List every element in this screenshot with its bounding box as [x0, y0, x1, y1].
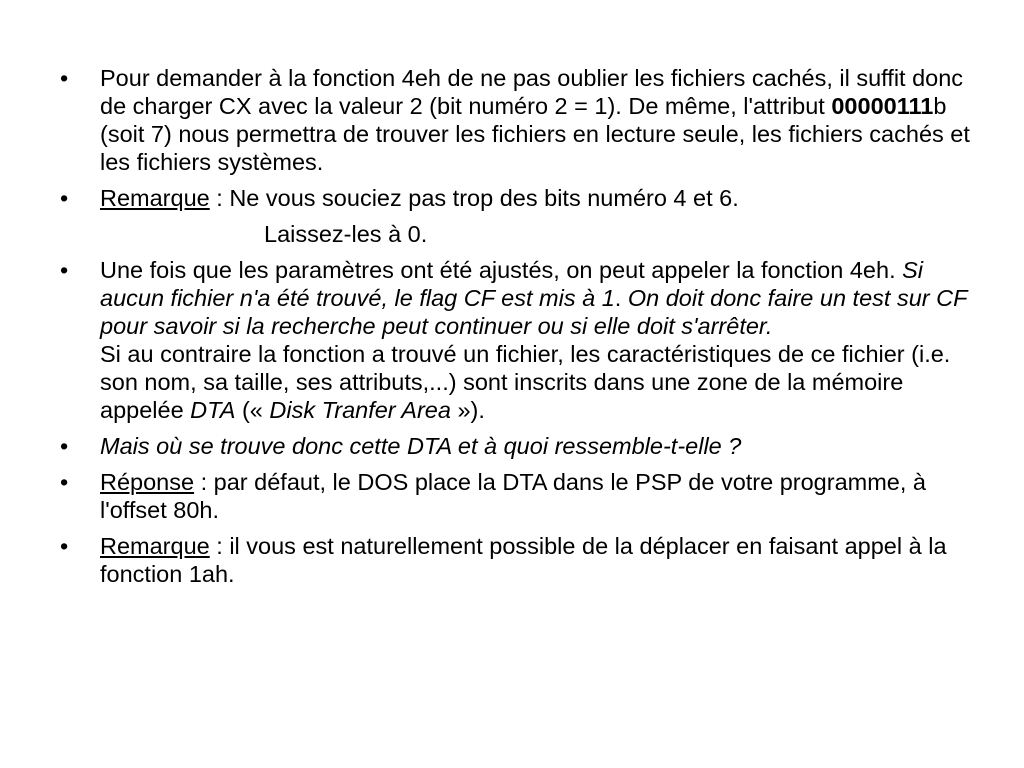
bullet-text: Pour demander à la fonction 4eh de ne pas oublier les fichiers cachés, il suffit donc de charger CX avec la valeur 2 (bit numéro 2 = 1). De même, l'attribut — [100, 65, 964, 119]
bullet-item-call-function — [60, 256, 980, 424]
bullet-item-question — [60, 432, 980, 460]
bullet-text: (« — [235, 397, 270, 423]
bullet-list — [60, 64, 980, 596]
italic-text: Si aucun fichier n'a été trouvé, le flag CF est mis à 1 — [100, 257, 924, 311]
remark-label: Remarque — [100, 533, 210, 559]
italic-question: Mais où se trouve donc cette DTA et à quoi ressemble-t-elle ? — [100, 433, 742, 459]
indented-line: Laissez-les à 0. — [264, 221, 428, 247]
bullet-text: Une fois que les paramètres ont été ajustés, on peut appeler la fonction 4eh. — [100, 257, 903, 283]
remark-label: Remarque — [100, 185, 210, 211]
bullet-text: Si au contraire la fonction a trouvé un fichier, les caractéristiques de ce fichier (i.e. son nom, sa taille, ses attributs,...) sont inscrits dans une zone de la mémoire appelée — [100, 341, 951, 423]
bullet-text: . — [614, 285, 628, 311]
bullet-text: : il vous est naturellement possible de la déplacer en faisant appel à la fonction 1ah. — [100, 533, 947, 587]
italic-text: On doit donc faire un test sur CF pour savoir si la recherche peut continuer ou si elle doit s'arrêter. — [100, 285, 968, 339]
bullet-item-remark-bits — [60, 184, 980, 248]
bullet-text: b (soit 7) nous permettra de trouver les fichiers en lecture seule, les fichiers cachés et les fichiers systèmes. — [100, 93, 970, 175]
bold-attribute-value: 00000111 — [831, 93, 934, 119]
bullet-marker: • — [60, 65, 69, 91]
bullet-marker: • — [60, 533, 69, 559]
italic-term-dta: DTA — [190, 397, 236, 423]
italic-term-expansion: Disk Tranfer Area — [269, 397, 451, 423]
bullet-text: : par défaut, le DOS place la DTA dans le PSP de votre programme, à l'offset 80h. — [100, 469, 926, 523]
bullet-text: : Ne vous souciez pas trop des bits numéro 4 et 6. — [209, 185, 739, 211]
bullet-marker: • — [60, 185, 69, 211]
bullet-item-remark-move — [60, 532, 980, 588]
answer-label: Réponse — [100, 469, 195, 495]
bullet-item-hidden-files — [60, 64, 980, 176]
bullet-item-answer — [60, 468, 980, 524]
bullet-marker: • — [60, 433, 69, 459]
bullet-marker: • — [60, 257, 69, 283]
bullet-text: »). — [450, 397, 485, 423]
bullet-marker: • — [60, 469, 69, 495]
